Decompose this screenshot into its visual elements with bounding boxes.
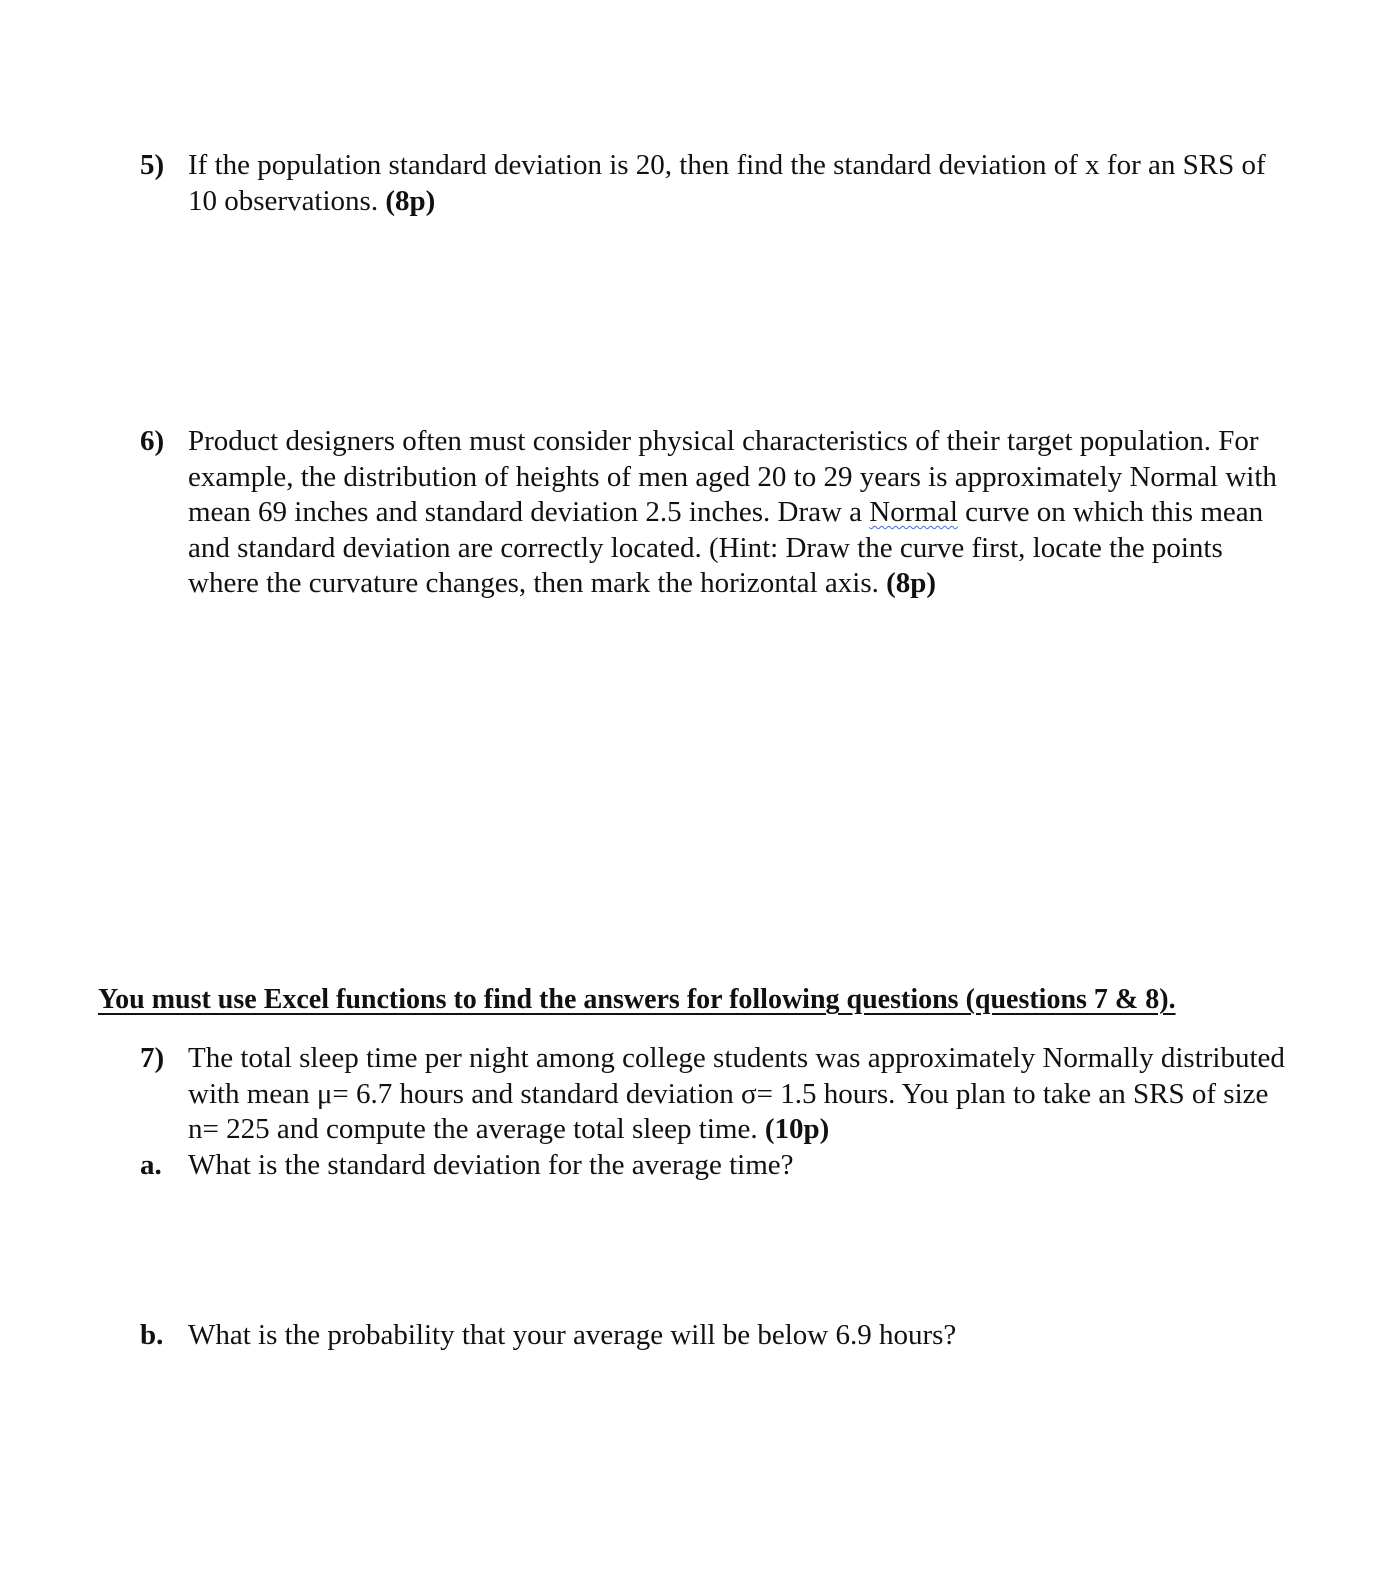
question-7a-text: What is the standard deviation for the average time? (188, 1149, 794, 1181)
question-7-number: 7) (140, 1042, 165, 1074)
question-7-body: The total sleep time per night among college students was approximately Normally distributed with mean μ= 6.7 hours and standard deviation σ= 1.5 hours. You plan to take an SRS of size n= 225 and compute the average total sleep time. (188, 1042, 1285, 1145)
question-5-text (188, 148, 1300, 219)
question-7a (140, 1148, 1300, 1184)
question-7b-text: What is the probability that your average will be below 6.9 hours? (188, 1319, 957, 1351)
question-6-body-part2: curve on which this mean and standard deviation are correctly located. (Hint: Draw the curve first, locate the points where the curvature changes, then mark the horizontal axis. (188, 496, 1264, 599)
question-6-spellcheck-word: Normal (869, 496, 958, 528)
question-7b (140, 1318, 1300, 1354)
excel-instruction: You must use Excel functions to find the answers for following questions (questions 7 & 8). (98, 984, 1176, 1015)
question-5-number: 5) (140, 149, 165, 181)
question-7a-label: a. (140, 1149, 162, 1181)
question-6-body-part1: Product designers often must consider physical characteristics of their target population. For example, the distribution of heights of men aged 20 to 29 years is approximately Normal with mean 69 inches and standard deviation 2.5 inches. Draw a (188, 425, 1277, 528)
question-6-text (188, 424, 1300, 602)
question-5 (140, 148, 1300, 219)
question-5-body: If the population standard deviation is 20, then find the standard deviation of x for an SRS of 10 observations. (188, 149, 1266, 217)
question-6-number: 6) (140, 425, 165, 457)
question-7b-label: b. (140, 1319, 164, 1351)
question-7 (140, 1041, 1300, 1148)
question-6-points: (8p) (886, 567, 937, 599)
question-5-points: (8p) (385, 184, 436, 217)
question-6 (140, 424, 1300, 602)
question-7-text (188, 1041, 1300, 1148)
question-7-points: (10p) (764, 1113, 830, 1145)
